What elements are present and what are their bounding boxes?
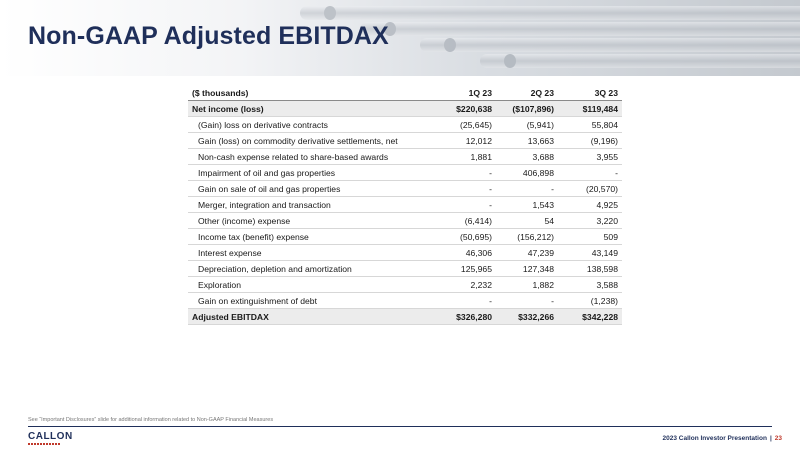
footer-divider <box>28 426 772 427</box>
row-label: Income tax (benefit) expense <box>188 229 438 245</box>
cell-3q23: - <box>558 165 622 181</box>
logo-underline <box>28 443 60 445</box>
presentation-name: 2023 Callon Investor Presentation <box>662 435 767 442</box>
row-label: Non-cash expense related to share-based awards <box>188 149 438 165</box>
cell-2q23: - <box>496 181 558 197</box>
row-label: Depreciation, depletion and amortization <box>188 261 438 277</box>
cell-3q23: 3,955 <box>558 149 622 165</box>
cell-1q23: 46,306 <box>438 245 496 261</box>
cell-1q23: $220,638 <box>438 101 496 117</box>
row-label: Interest expense <box>188 245 438 261</box>
table-row <box>188 181 622 197</box>
footer-separator: | <box>769 435 772 442</box>
row-label: Exploration <box>188 277 438 293</box>
cell-1q23: (25,645) <box>438 117 496 133</box>
footnote: See “Important Disclosures” slide for additional information related to Non-GAAP Financial Measures <box>28 417 274 423</box>
page-number: 23 <box>774 435 782 442</box>
row-label: Gain on extinguishment of debt <box>188 293 438 309</box>
page-title: Non-GAAP Adjusted EBITDAX <box>28 22 389 50</box>
cell-2q23: 3,688 <box>496 149 558 165</box>
column-header-3q23: 3Q 23 <box>558 85 622 101</box>
table-row-net-income <box>188 101 622 117</box>
table-row <box>188 213 622 229</box>
cell-2q23: 1,882 <box>496 277 558 293</box>
row-label: Impairment of oil and gas properties <box>188 165 438 181</box>
footer-presentation-info <box>663 435 782 442</box>
cell-1q23: 12,012 <box>438 133 496 149</box>
column-header-2q23: 2Q 23 <box>496 85 558 101</box>
cell-3q23: (9,196) <box>558 133 622 149</box>
cell-2q23: (156,212) <box>496 229 558 245</box>
cell-1q23: 1,881 <box>438 149 496 165</box>
table-row <box>188 149 622 165</box>
cell-1q23: - <box>438 293 496 309</box>
cell-1q23: - <box>438 165 496 181</box>
table-header-row <box>188 85 622 101</box>
table-row-adjusted-ebitdax <box>188 309 622 325</box>
cell-2q23: - <box>496 293 558 309</box>
column-header-units: ($ thousands) <box>188 85 438 101</box>
row-label: Other (income) expense <box>188 213 438 229</box>
row-label: Merger, integration and transaction <box>188 197 438 213</box>
cell-1q23: - <box>438 181 496 197</box>
table-row <box>188 293 622 309</box>
row-label: Gain on sale of oil and gas properties <box>188 181 438 197</box>
column-header-1q23: 1Q 23 <box>438 85 496 101</box>
cell-1q23: 2,232 <box>438 277 496 293</box>
cell-3q23: 3,588 <box>558 277 622 293</box>
cell-3q23: (1,238) <box>558 293 622 309</box>
cell-3q23: (20,570) <box>558 181 622 197</box>
cell-3q23: 138,598 <box>558 261 622 277</box>
cell-2q23: $332,266 <box>496 309 558 325</box>
table-row <box>188 197 622 213</box>
table-row <box>188 261 622 277</box>
table-row <box>188 165 622 181</box>
header-banner <box>0 0 800 76</box>
cell-1q23: (50,695) <box>438 229 496 245</box>
cell-3q23: 509 <box>558 229 622 245</box>
callon-logo <box>28 431 73 447</box>
cell-2q23: 1,543 <box>496 197 558 213</box>
table-row <box>188 277 622 293</box>
cell-3q23: 43,149 <box>558 245 622 261</box>
cell-2q23: 54 <box>496 213 558 229</box>
cell-1q23: (6,414) <box>438 213 496 229</box>
cell-3q23: 4,925 <box>558 197 622 213</box>
logo-wordmark: CALLON <box>28 431 73 442</box>
cell-2q23: 127,348 <box>496 261 558 277</box>
ebitdax-table <box>188 85 622 325</box>
cell-2q23: 406,898 <box>496 165 558 181</box>
row-label: Gain (loss) on commodity derivative settlements, net <box>188 133 438 149</box>
table-row <box>188 133 622 149</box>
cell-2q23: (5,941) <box>496 117 558 133</box>
cell-3q23: $119,484 <box>558 101 622 117</box>
cell-2q23: ($107,896) <box>496 101 558 117</box>
cell-3q23: $342,228 <box>558 309 622 325</box>
cell-1q23: $326,280 <box>438 309 496 325</box>
cell-3q23: 3,220 <box>558 213 622 229</box>
row-label: Adjusted EBITDAX <box>188 309 438 325</box>
row-label: (Gain) loss on derivative contracts <box>188 117 438 133</box>
row-label: Net income (loss) <box>188 101 438 117</box>
cell-1q23: - <box>438 197 496 213</box>
cell-1q23: 125,965 <box>438 261 496 277</box>
table-row <box>188 229 622 245</box>
cell-3q23: 55,804 <box>558 117 622 133</box>
table-row <box>188 117 622 133</box>
cell-2q23: 13,663 <box>496 133 558 149</box>
table-row <box>188 245 622 261</box>
cell-2q23: 47,239 <box>496 245 558 261</box>
